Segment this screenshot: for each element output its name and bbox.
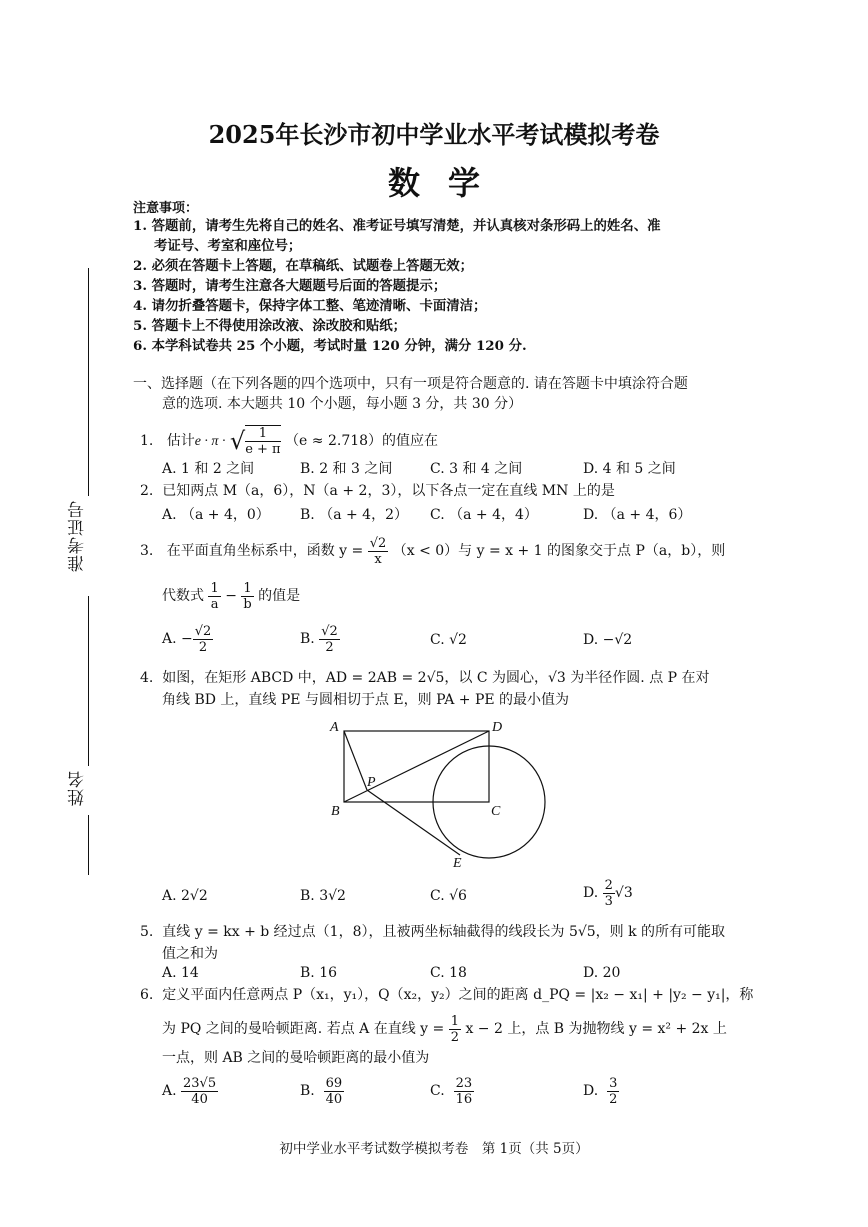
option-a[interactable]: A. 14 [162, 965, 199, 981]
option-d[interactable]: D. −√2 [583, 632, 633, 648]
option-b[interactable]: B. $\frac{√2}{2}$ [300, 623, 338, 655]
notice-heading: 注意事项： [133, 201, 199, 216]
question-3: 3. 在平面直角坐标系中，函数 y = $\frac{√2}{x}$ （x < 0）与 y = x + 1 的图象交于点 P（a，b），则 [140, 535, 726, 567]
question-number: 3. [140, 543, 154, 559]
label-d: D [492, 720, 503, 735]
notice-item: 5. 答题卡上不得使用涂改液、涂改胶和贴纸； [133, 318, 407, 334]
option-c[interactable]: C. √2 [430, 632, 467, 648]
side-line-top [88, 268, 89, 496]
option-c[interactable]: C. $\frac{23}{16}$ [430, 1075, 473, 1107]
exam-title: 2025年长沙市初中学业水平考试模拟考卷 [208, 120, 660, 149]
option-a[interactable]: A. （a + 4，0） [162, 507, 270, 523]
question-4-line2: 角线 BD 上，直线 PE 与圆相切于点 E，则 PA + PE 的最小值为 [162, 692, 570, 708]
diagonal-bd [344, 731, 489, 802]
page-footer: 初中学业水平考试数学模拟考卷 第 1页（共 5页） [279, 1141, 589, 1157]
option-a[interactable]: A. 1 和 2 之间 [162, 461, 255, 477]
label-c: C [491, 804, 501, 819]
option-a[interactable]: A. 2√2 [162, 888, 208, 904]
question-number: 6. [140, 987, 154, 1003]
option-c[interactable]: C. 3 和 4 之间 [430, 461, 523, 477]
question-5-line2: 值之和为 [162, 946, 218, 962]
question-5: 5. 直线 y = kx + b 经过点（1，8），且被两坐标轴截得的线段长为 5√5，则 k 的所有可能取 [140, 924, 726, 940]
option-b[interactable]: B. 3√2 [300, 888, 346, 904]
option-d[interactable]: D. （a + 4，6） [583, 507, 692, 523]
geometry-figure [325, 715, 555, 870]
notice-item: 3. 答题时，请考生注意各大题题号后面的答题提示； [133, 278, 447, 294]
side-label-name: 姓名 [68, 770, 88, 806]
question-6-line3: 一点，则 AB 之间的曼哈顿距离的最小值为 [162, 1050, 430, 1066]
section-heading: 一、选择题（在下列各题的四个选项中，只有一项是符合题意的. 请在答题卡中填涂符合题 [133, 376, 688, 392]
option-c[interactable]: C. （a + 4，4） [430, 507, 538, 523]
notice-item: 4. 请勿折叠答题卡，保持字体工整、笔迹清晰、卡面清洁； [133, 298, 487, 314]
side-line-bottom [88, 815, 89, 875]
option-d[interactable]: D. $\frac{3}{2}$ [583, 1075, 618, 1107]
option-d[interactable]: D. $\frac{2}{3}$ √3 [583, 877, 633, 909]
option-a[interactable]: A. $\frac{23√5}{40}$ [162, 1075, 217, 1107]
question-4: 4. 如图，在矩形 ABCD 中，AD = 2AB = 2√5，以 C 为圆心，√3 为半径作圆. 点 P 在对 [140, 670, 710, 686]
label-p: P [367, 775, 376, 790]
option-b[interactable]: B. 16 [300, 965, 338, 981]
question-2: 2. 已知两点 M（a，6），N（a + 2，3），以下各点一定在直线 MN 上的是 [140, 483, 615, 499]
segment-pa [344, 731, 367, 790]
option-d[interactable]: D. 4 和 5 之间 [583, 461, 676, 477]
segment-pe [367, 790, 460, 855]
notice-item: 6. 本学科试卷共 25 个小题，考试时量 120 分钟，满分 120 分. [133, 338, 527, 354]
notice-item: 考证号、考室和座位号； [154, 238, 302, 254]
option-d[interactable]: D. 20 [583, 965, 621, 981]
option-b[interactable]: B. $\frac{69}{40}$ [300, 1075, 343, 1107]
question-1: 1. 估计e · π · √ $\frac{1}{e + \pi}$ （e ≈ 2.718）的值应在 [140, 426, 439, 457]
option-c[interactable]: C. 18 [430, 965, 467, 981]
question-number: 1. [140, 433, 154, 449]
label-e: E [453, 856, 462, 870]
question-number: 2. [140, 483, 154, 499]
option-b[interactable]: B. （a + 4，2） [300, 507, 408, 523]
question-6: 6. 定义平面内任意两点 P（x₁，y₁），Q（x₂，y₂）之间的距离 d_PQ = |x₂ − x₁| + |y₂ − y₁|，称 [140, 987, 754, 1003]
question-number: 5. [140, 924, 154, 940]
side-label-exam-no: 准考证号 [68, 500, 88, 572]
section-heading-cont: 意的选项. 本大题共 10 个小题，每小题 3 分，共 30 分） [162, 396, 523, 412]
option-a[interactable]: A. − $\frac{√2}{2}$ [162, 623, 212, 655]
notice-item: 2. 必须在答题卡上答题，在草稿纸、试题卷上答题无效； [133, 258, 474, 274]
question-6-line2: 为 PQ 之间的曼哈顿距离. 若点 A 在直线 y = $\frac{1}{2}$ x − 2 上，点 B 为抛物线 y = x² + 2x 上 [162, 1013, 727, 1045]
option-c[interactable]: C. √6 [430, 888, 467, 904]
subject-title: 数学 [387, 164, 508, 202]
option-b[interactable]: B. 2 和 3 之间 [300, 461, 393, 477]
question-3-line2: 代数式 $\frac{1}{a}$ − $\frac{1}{b}$ 的值是 [162, 580, 301, 612]
question-number: 4. [140, 670, 154, 686]
label-a: A [330, 720, 339, 735]
label-b: B [331, 804, 340, 819]
notice-item: 1. 答题前，请考生先将自己的姓名、准考证号填写清楚，并认真核对条形码上的姓名、准 [133, 218, 661, 234]
side-line-mid [88, 596, 89, 766]
